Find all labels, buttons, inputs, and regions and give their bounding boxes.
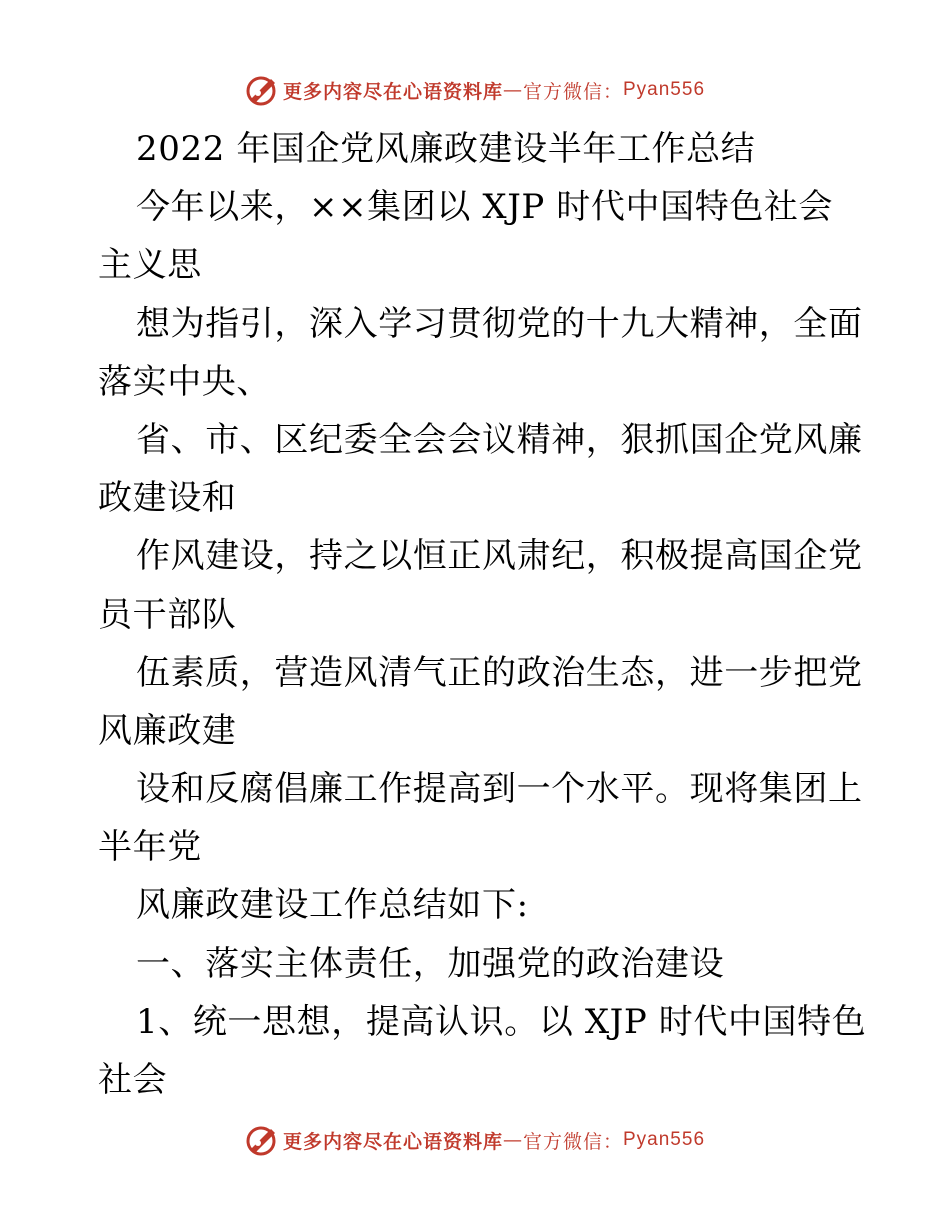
section-heading: 一、落实主体责任，加强党的政治建设	[136, 943, 725, 984]
paragraph-line: 落实中央、	[98, 361, 271, 402]
pen-logo-icon	[245, 73, 279, 107]
watermark-dash: —	[502, 1129, 523, 1151]
paragraph-line: 风廉政建设工作总结如下:	[136, 885, 529, 926]
paragraph-line: 今年以来，××集团以 XJP 时代中国特色社会	[136, 187, 834, 228]
watermark-sub: 官方微信：	[522, 80, 623, 103]
watermark-dash: —	[502, 79, 523, 101]
footer-watermark	[0, 1120, 950, 1160]
doc-title: 2022 年国企党风廉政建设半年工作总结	[136, 129, 756, 169]
document-body	[98, 120, 868, 1109]
header-watermark	[0, 70, 950, 110]
paragraph-line: 作风建设，持之以恒正风肃纪，积极提高国企党	[136, 536, 863, 577]
watermark-id: Pyan556	[623, 1129, 706, 1150]
paragraph-line: 政建设和	[98, 478, 237, 519]
paragraph-line: 社会	[98, 1060, 168, 1100]
watermark-id: Pyan556	[623, 79, 706, 100]
pen-logo-icon	[245, 1123, 279, 1157]
paragraph-line: 主义思	[98, 245, 202, 286]
watermark-text: 更多内容尽在心语资料库	[282, 1130, 503, 1153]
paragraph-line: 伍素质，营造风清气正的政治生态，进一步把党	[136, 652, 863, 693]
watermark-sub: 官方微信：	[522, 1130, 623, 1153]
paragraph-line: 半年党	[98, 827, 202, 868]
subsection-heading: 1、统一思想，提高认识。以 XJP 时代中国特色	[136, 1001, 867, 1042]
paragraph-line: 想为指引，深入学习贯彻党的十九大精神，全面	[136, 303, 863, 344]
paragraph-line: 省、市、区纪委全会会议精神，狠抓国企党风廉	[136, 419, 863, 460]
paragraph-line: 设和反腐倡廉工作提高到一个水平。现将集团上	[136, 769, 863, 810]
paragraph-line: 员干部队	[98, 594, 237, 635]
watermark-text: 更多内容尽在心语资料库	[282, 80, 503, 103]
paragraph-line: 风廉政建	[98, 710, 237, 751]
